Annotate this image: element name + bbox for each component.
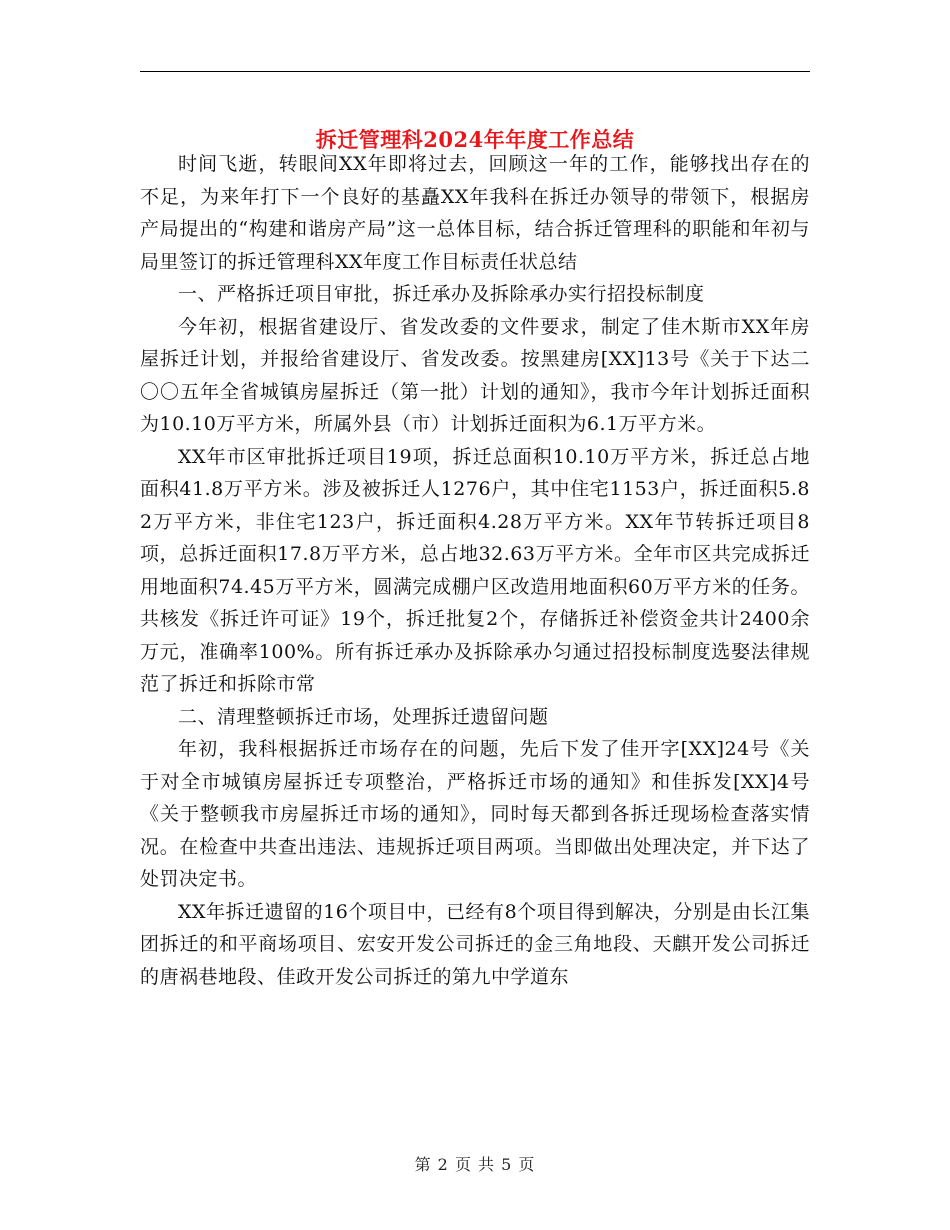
intro-paragraph: 时间飞逝，转眼间XX年即将过去，回顾这一年的工作，能够找出存在的不足，为来年打下一个良好的基矗XX年我科在拆迁办领导的带领下，根据房产局提出的“构建和谐房产局”这一总体目标，结合拆迁管理科的职能和年初与局里签订的拆迁管理科XX年度工作目标责任状总结	[140, 153, 810, 273]
document-body	[140, 148, 810, 993]
document-title: 拆迁管理科2024年年度工作总结	[315, 127, 635, 153]
body-paragraph: 年初，我科根据拆迁市场存在的问题，先后下发了佳开字[XX]24号《关于对全市城镇房屋拆迁专项整治，严格拆迁市场的通知》和佳拆发[XX]4号《关于整顿我市房屋拆迁市场的通知》，同时每天都到各拆迁现场检查落实情况。在检查中共查出违法、违规拆迁项目两项。当即做出处理决定，并下达了处罚决定书。	[140, 738, 810, 890]
page-number: 第 2 页 共 5 页	[414, 1155, 536, 1174]
section-heading-1: 一、严格拆迁项目审批，拆迁承办及拆除承办实行招投标制度	[178, 283, 705, 305]
body-paragraph: 今年初，根据省建设厅、省发改委的文件要求，制定了佳木斯市XX年房屋拆迁计划，并报给省建设厅、省发改委。按黑建房[XX]13号《关于下达二〇〇五年全省城镇房屋拆迁（第一批）计划的通知》，我市今年计划拆迁面积为10.10万平方米，所属外县（市）计划拆迁面积为6.1万平方米。	[140, 315, 810, 435]
body-paragraph: XX年市区审批拆迁项目19项，拆迁总面积10.10万平方米，拆迁总占地面积41.8万平方米。涉及被拆迁人1276户，其中住宅1153户，拆迁面积5.82万平方米，非住宅123户，拆迁面积4.28万平方米。XX年节转拆迁项目8项，总拆迁面积17.8万平方米，总占地32.63万平方米。全年市区共完成拆迁用地面积74.45万平方米，圆满完成棚户区改造用地面积60万平方米的任务。共核发《拆迁许可证》19个，拆迁批复2个，存储拆迁补偿资金共计2400余万元，准确率100%。所有拆迁承办及拆除承办匀通过招投标制度选娶法律规范了拆迁和拆除市常	[140, 445, 810, 695]
body-paragraph: XX年拆迁遗留的16个项目中，已经有8个项目得到解决，分别是由长江集团拆迁的和平商场项目、宏安开发公司拆迁的金三角地段、天麒开发公司拆迁的唐祸巷地段、佳政开发公司拆迁的第九中学道东	[140, 900, 810, 988]
section-heading-2: 二、清理整顿拆迁市场，处理拆迁遗留问题	[178, 705, 549, 728]
header-rule	[140, 71, 810, 72]
